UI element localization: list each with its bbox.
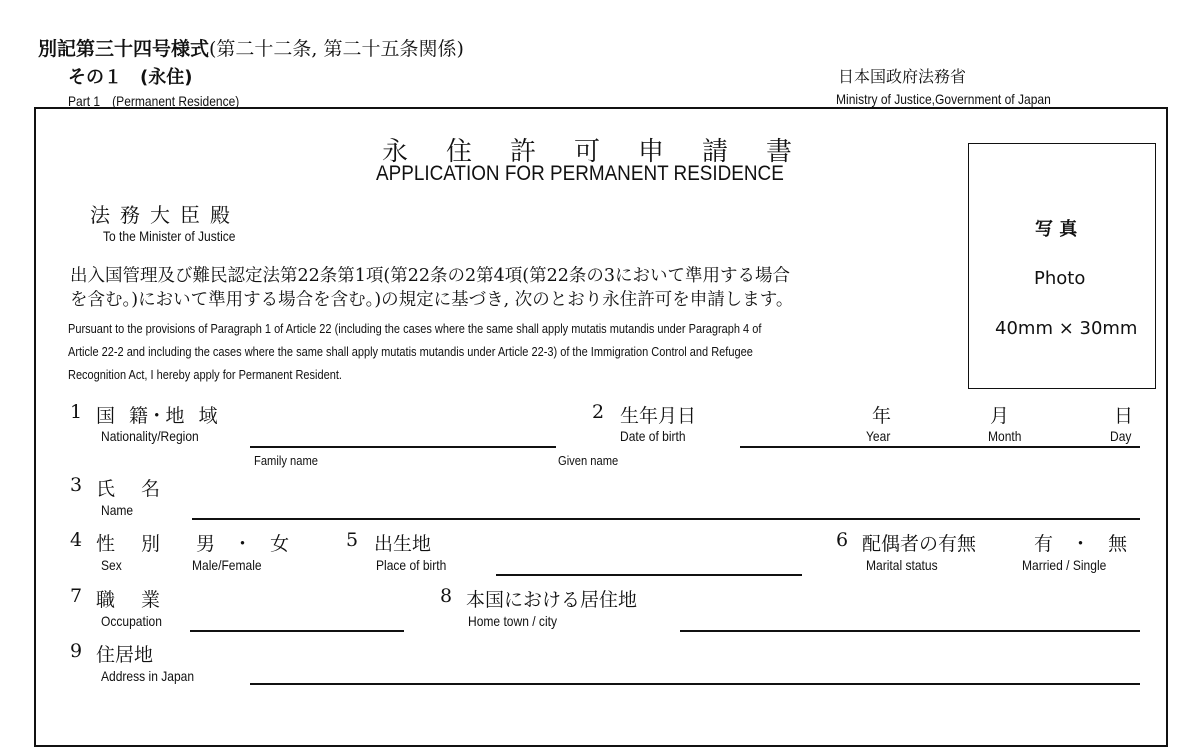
field-5-number: 5 [346,529,359,551]
photo-label-en: Photo [1034,268,1086,289]
sex-options-en: Male/Female [192,557,262,573]
marital-options-jp[interactable]: 有 ・ 無 [1034,533,1134,555]
title-jp: 永住許可申請書 [382,137,831,167]
part-label-jp: その１ (永住) [68,67,193,88]
dob-year-en: Year [866,428,891,444]
dob-month-en: Month [988,428,1022,444]
statement-jp-line2: を含む。)において準用する場合を含む。)の規定に基づき, 次のとおり永住許可を申請します。 [70,290,794,310]
dob-day-en: Day [1110,428,1132,444]
nationality-label-en: Nationality/Region [101,428,199,444]
birthplace-label-jp: 出生地 [374,533,432,555]
field-6-number: 6 [836,529,849,551]
hometown-label-jp: 本国における居住地 [466,589,638,611]
nationality-input-line[interactable] [250,446,556,448]
given-name-label: Given name [558,453,619,468]
form-number-text: 別記第三十四号様式 [38,38,210,60]
field-7-number: 7 [70,585,83,607]
sex-label-en: Sex [101,557,122,573]
statement-en-line3: Recognition Act, I hereby apply for Permanent Resident. [68,368,342,382]
family-name-label: Family name [254,453,319,468]
ministry-en: Ministry of Justice,Government of Japan [836,91,1051,107]
occupation-input-line[interactable] [190,630,404,632]
form-reference: (第二十二条, 第二十五条関係) [209,38,464,60]
name-input-line[interactable] [192,518,1140,520]
dob-label-jp: 生年月日 [620,405,697,427]
photo-box[interactable] [968,143,1156,389]
sex-options-jp[interactable]: 男 ・ 女 [196,533,296,555]
title-en: APPLICATION FOR PERMANENT RESIDENCE [376,162,784,185]
marital-options-en: Married / Single [1022,557,1107,573]
dob-month-jp: 月 [990,405,1010,427]
name-label-en: Name [101,502,134,518]
part-label-en: Part 1 (Permanent Residence) [68,93,240,109]
address-label-en: Address in Japan [101,668,195,684]
occupation-label-en: Occupation [101,613,162,629]
field-1-number: 1 [70,401,83,423]
address-input-line[interactable] [250,683,1140,685]
birthplace-label-en: Place of birth [376,557,447,573]
dob-label-en: Date of birth [620,428,686,444]
dob-day-jp: 日 [1114,405,1134,427]
form-number [38,34,464,61]
statement-en-line1: Pursuant to the provisions of Paragraph 1 of Article 22 (including the cases where the same shall apply mutatis mutandis under Paragraph 4 of [68,322,762,336]
hometown-input-line[interactable] [680,630,1140,632]
birthplace-input-line[interactable] [496,574,802,576]
addressee-en: To the Minister of Justice [103,228,236,244]
field-8-number: 8 [440,585,453,607]
field-9-number: 9 [70,640,83,662]
dob-input-line[interactable] [740,446,1140,448]
hometown-label-en: Home town / city [468,613,557,629]
nationality-label-jp: 国 籍･地 域 [96,405,222,427]
marital-label-en: Marital status [866,557,938,573]
field-4-number: 4 [70,529,83,551]
statement-jp-line1: 出入国管理及び難民認定法第22条第1項(第22条の2第4項(第22条の3において準用する場合 [70,266,790,286]
photo-label-jp: 写 真 [1035,219,1078,240]
statement-en-line2: Article 22-2 and including the cases where the same shall apply mutatis mutandis under Article 22-3) of the Immigration Control and Refugee [68,345,753,359]
name-label-jp: 氏 名 [96,478,171,500]
field-3-number: 3 [70,474,83,496]
field-2-number: 2 [592,401,605,423]
marital-label-jp: 配偶者の有無 [862,533,977,555]
ministry-jp: 日本国政府法務省 [838,67,967,86]
occupation-label-jp: 職 業 [96,589,171,611]
dob-year-jp: 年 [872,405,892,427]
photo-size: 40mm × 30mm [995,318,1138,339]
addressee-jp: 法務大臣殿 [90,203,240,227]
address-label-jp: 住居地 [96,644,154,666]
sex-label-jp: 性 別 [96,533,171,555]
